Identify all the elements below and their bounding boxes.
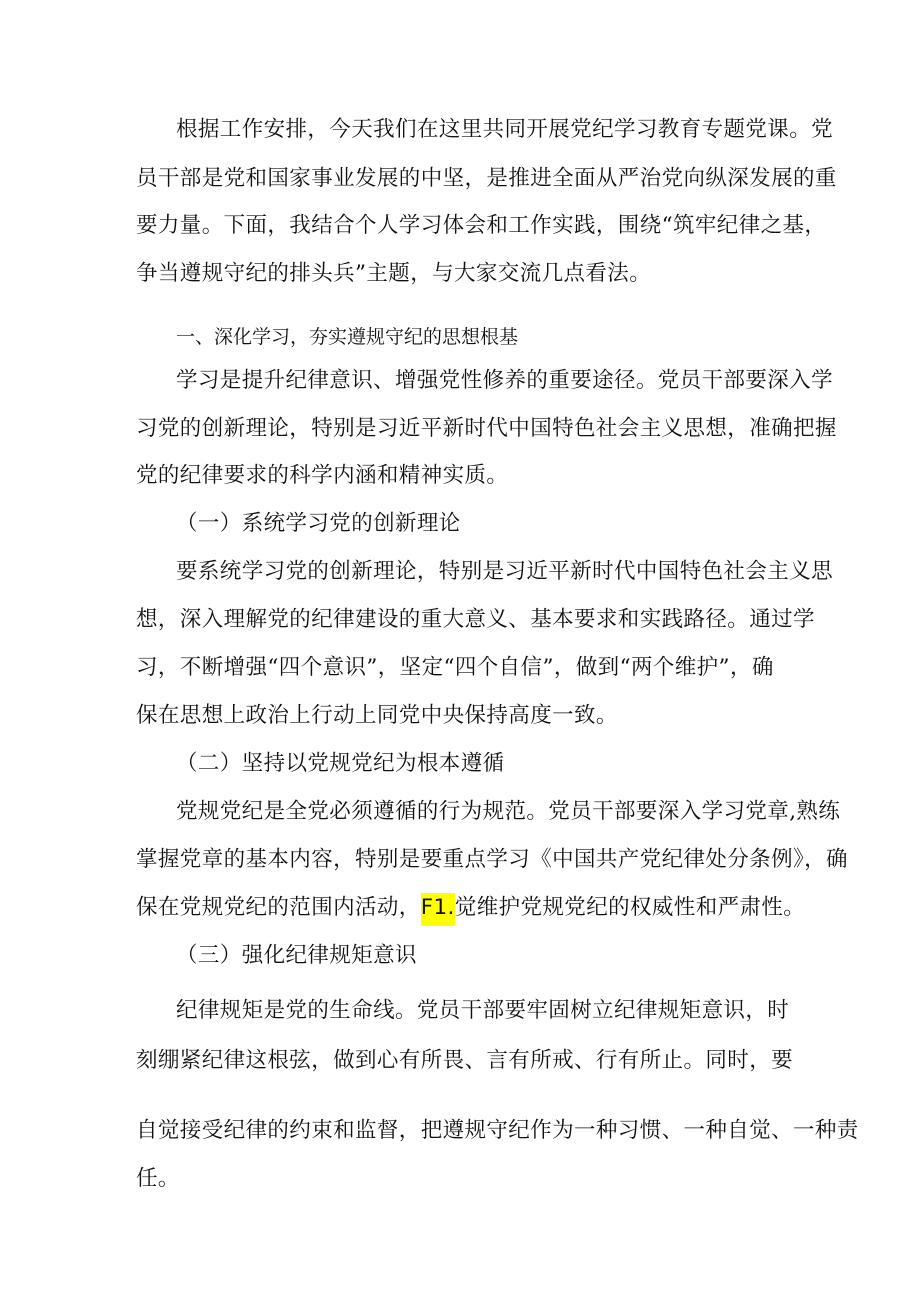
intro-line-4: 争当遵规守纪的排头兵”主题，与大家交流几点看法。 <box>136 261 652 286</box>
sub2-line-3 <box>136 893 805 923</box>
subheading-3: （三）强化纪律规矩意识 <box>176 943 417 968</box>
section1-line-1: 学习是提升纪律意识、增强党性修养的重要途径。党员干部要深入学 <box>176 368 834 393</box>
sub3-line-3: 自觉接受纪律的约束和监督，把遵规守纪作为一种习惯、一种自觉、一种责 <box>136 1118 859 1143</box>
subheading-2: （二）坚持以党规党纪为根本遵循 <box>176 751 505 776</box>
intro-line-2: 员干部是党和国家事业发展的中坚，是推进全面从严治党向纵深发展的重 <box>136 166 837 191</box>
sub2-line-3-after: 觉维护党规党纪的权威性和严肃性。 <box>454 895 806 920</box>
sub3-line-1: 纪律规矩是党的生命线。党员干部要牢固树立纪律规矩意识，时 <box>176 998 790 1023</box>
highlight-marker: F1. <box>421 893 455 926</box>
sub3-line-2: 刻绷紧纪律这根弦，做到心有所畏、言有所戒、行有所止。同时，要 <box>136 1048 794 1073</box>
sub3-line-4: 任。 <box>136 1166 180 1191</box>
sub1-line-3: 习，不断增强“四个意识”，坚定“四个自信”，做到“两个维护”，确 <box>136 655 774 680</box>
subheading-1: （一）系统学习党的创新理论 <box>176 511 461 536</box>
section1-line-3: 党的纪律要求的科学内涵和精神实质。 <box>136 463 509 488</box>
section-heading-1: 一、深化学习，夯实遵规守纪的思想根基 <box>176 326 519 348</box>
sub1-line-2: 想，深入理解党的纪律建设的重大意义、基本要求和实践路径。通过学 <box>136 607 815 632</box>
sub2-line-1: 党规党纪是全党必须遵循的行为规范。党员干部要深入学习党章,熟练 <box>176 799 841 824</box>
intro-line-3: 要力量。下面，我结合个人学习体会和工作实践，围绕“筑牢纪律之基， <box>136 213 827 238</box>
sub1-line-1: 要系统学习党的创新理论，特别是习近平新时代中国特色社会主义思 <box>176 559 834 584</box>
sub2-line-3-before: 保在党规党纪的范围内活动， <box>136 895 421 920</box>
sub2-line-2: 掌握党章的基本内容，特别是要重点学习《中国共产党纪律处分条例》，确 <box>136 847 848 872</box>
sub1-line-4: 保在思想上政治上行动上同党中央保持高度一致。 <box>136 703 618 728</box>
section1-line-2: 习党的创新理论，特别是习近平新时代中国特色社会主义思想，准确把握 <box>136 416 837 441</box>
intro-line-1: 根据工作安排，今天我们在这里共同开展党纪学习教育专题党课。党 <box>176 117 834 142</box>
